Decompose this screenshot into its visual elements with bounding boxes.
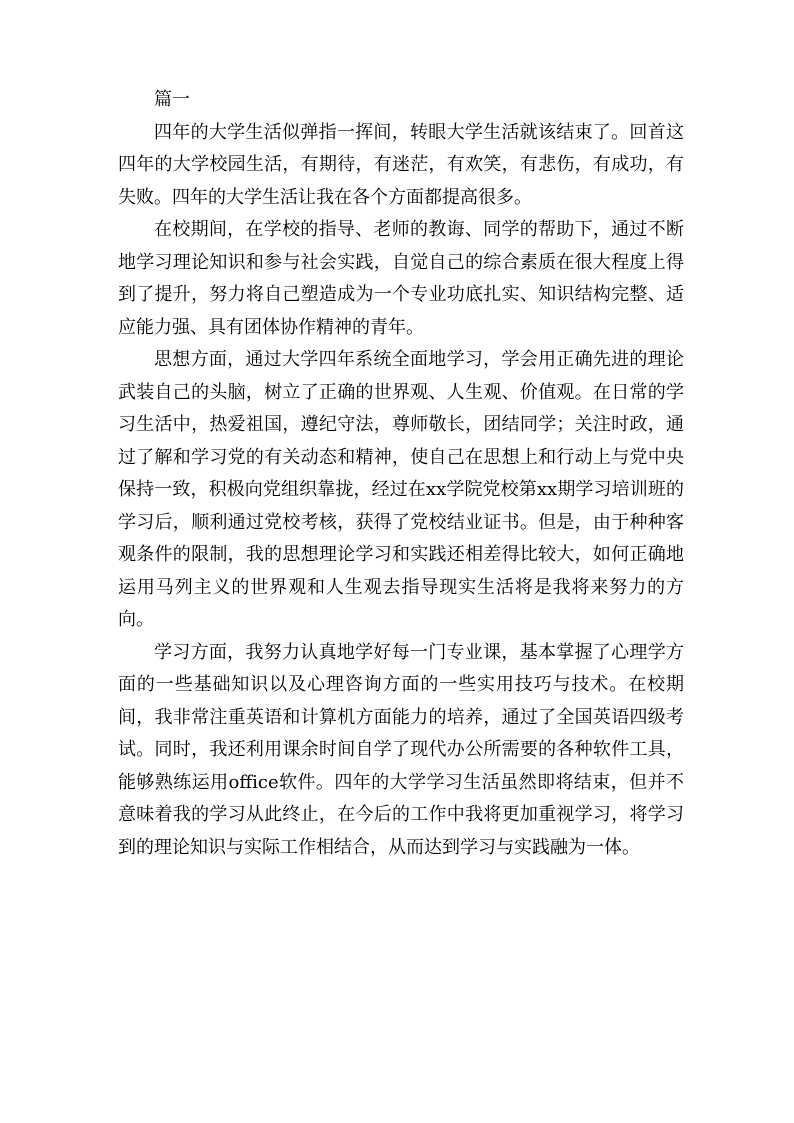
paragraph-ideology: 思想方面，通过大学四年系统全面地学习，学会用正确先进的理论武装自己的头脑，树立了正确的世界观、人生观、价值观。在日常的学习生活中，热爱祖国，遵纪守法，尊师敬长，团结同学；关注时政，通过了解和学习党的有关动态和精神，使自己在思想上和行动上与党中央保持一致，积极向党组织靠拢，经过在xx学院党校第xx期学习培训班的学习后，顺利通过党校考核，获得了党校结业证书。但是，由于种种客观条件的限制，我的思想理论学习和实践还相差得比较大，如何正确地运用马列主义的世界观和人生观去指导现实生活将是我将来努力的方向。 bbox=[118, 349, 684, 630]
section-title: 篇一 bbox=[154, 89, 190, 110]
paragraph-school-period: 在校期间，在学校的指导、老师的教诲、同学的帮助下，通过不断地学习理论知识和参与社会实践，自觉自己的综合素质在很大程度上得到了提升，努力将自己塑造成为一个专业功底扎实、知识结构完整、适应能力强、具有团体协作精神的青年。 bbox=[118, 219, 684, 338]
paragraph-intro: 四年的大学生活似弹指一挥间，转眼大学生活就该结束了。回首这四年的大学校园生活，有期待，有迷茫，有欢笑，有悲伤，有成功，有失败。四年的大学生活让我在各个方面都提高很多。 bbox=[118, 121, 684, 208]
paragraph-study: 学习方面，我努力认真地学好每一门专业课，基本掌握了心理学方面的一些基础知识以及心理咨询方面的一些实用技巧与技术。在校期间，我非常注重英语和计算机方面能力的培养，通过了全国英语四级考试。同时，我还利用课余时间自学了现代办公所需要的各种软件工具，能够熟练运用office软件。四年的大学学习生活虽然即将结束，但并不意味着我的学习从此终止，在今后的工作中我将更加重视学习，将学习到的理论知识与实际工作相结合，从而达到学习与实践融为一体。 bbox=[118, 641, 684, 858]
document-page bbox=[118, 84, 684, 864]
